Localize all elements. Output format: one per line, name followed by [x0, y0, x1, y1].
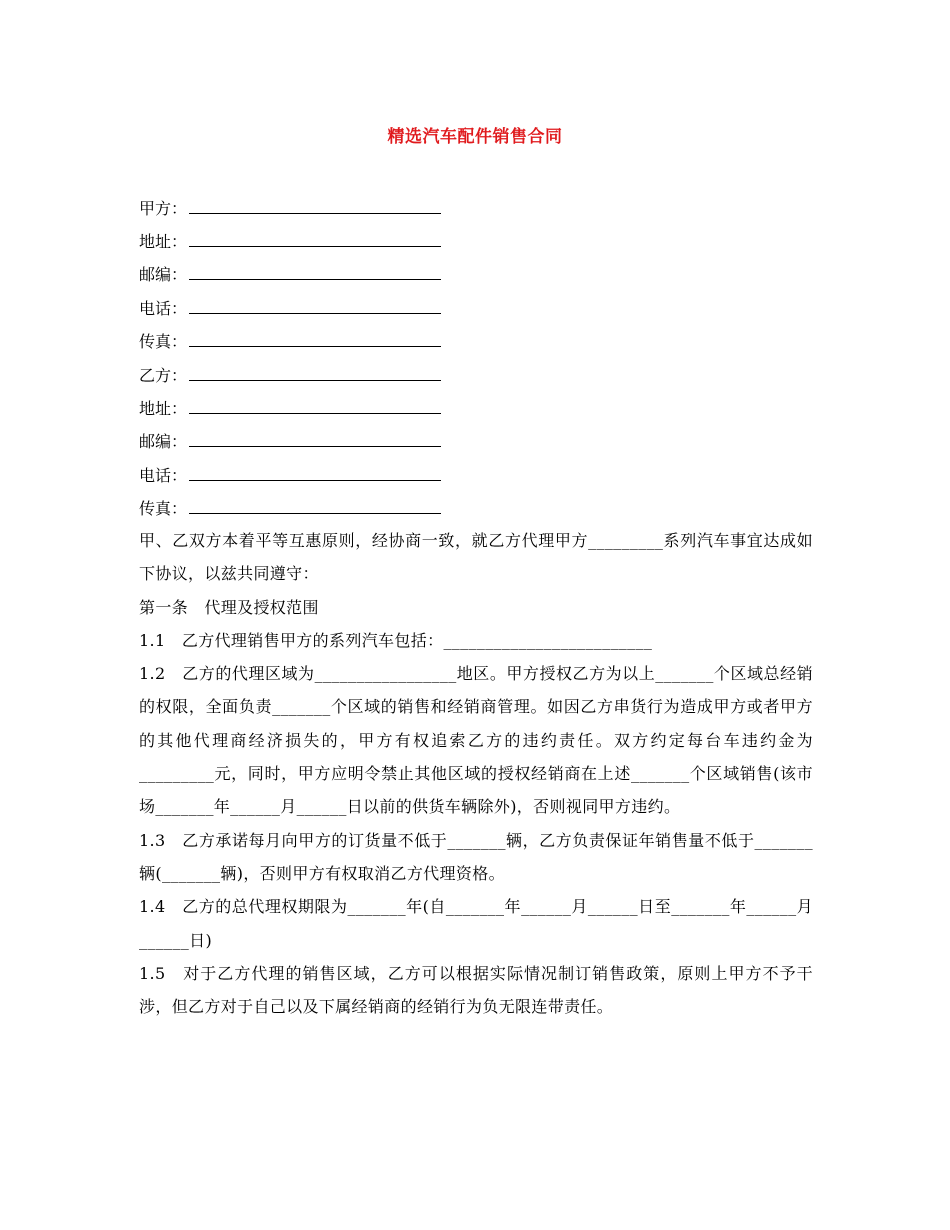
field-label: 甲方：	[139, 199, 188, 218]
field-label: 电话：	[139, 466, 188, 485]
document-title: 精选汽车配件销售合同	[387, 127, 563, 147]
party-a-address-field	[139, 228, 459, 252]
party-a-phone-field	[139, 295, 459, 319]
clause-1-3: 1.3 乙方承诺每月向甲方的订货量不低于_______辆，乙方负责保证年销售量不低于_______辆(_______辆)，否则甲方有权取消乙方代理资格。	[139, 830, 813, 883]
party-b-fax-field	[139, 495, 459, 519]
blank-line	[189, 395, 441, 414]
blank-line	[189, 462, 441, 481]
blank-line	[189, 428, 441, 447]
blank-line	[189, 495, 441, 514]
blank-line	[189, 261, 441, 280]
field-label: 地址：	[139, 399, 188, 418]
field-label: 邮编：	[139, 265, 188, 284]
field-label: 电话：	[139, 299, 188, 318]
clause-1-2: 1.2 乙方的代理区域为_________________地区。甲方授权乙方为以上_______个区域总经销的权限，全面负责_______个区域的销售和经销商管理。如因乙方串货行为造成甲方或者甲方的其他代理商经济损失的，甲方有权追索乙方的违约责任。双方约定每台车违约金为_________元，同时，甲方应明令禁止其他区域的授权经销商在上述_______个区域销售(该市场_______年______月______日以前的供货车辆除外)，否则视同甲方违约。	[139, 664, 813, 817]
contract-body	[139, 524, 813, 1023]
preamble-paragraph: 甲、乙双方本着平等互惠原则，经协商一致，就乙方代理甲方_________系列汽车事宜达成如下协议，以兹共同遵守：	[139, 531, 813, 584]
field-label: 邮编：	[139, 432, 188, 451]
field-label: 乙方：	[139, 366, 188, 385]
clause-1-4: 1.4 乙方的总代理权期限为_______年(自_______年______月______日至_______年______月______日)	[139, 897, 813, 950]
field-label: 传真：	[139, 332, 188, 351]
blank-line	[189, 362, 441, 381]
party-b-postcode-field	[139, 428, 459, 452]
article-1-heading: 第一条 代理及授权范围	[139, 597, 319, 617]
blank-line	[189, 195, 441, 214]
party-a-postcode-field	[139, 261, 459, 285]
party-b-field	[139, 362, 459, 386]
party-b-phone-field	[139, 462, 459, 486]
blank-line	[189, 228, 441, 247]
clause-1-5: 1.5 对于乙方代理的销售区域，乙方可以根据实际情况制订销售政策，原则上甲方不予干涉，但乙方对于自己以及下属经销商的经销行为负无限连带责任。	[139, 963, 813, 1017]
clause-1-1: 1.1 乙方代理销售甲方的系列汽车包括：_________________________	[139, 630, 653, 650]
party-b-address-field	[139, 395, 459, 419]
party-a-fax-field	[139, 328, 459, 352]
blank-line	[189, 328, 441, 347]
field-label: 地址：	[139, 232, 188, 251]
field-label: 传真：	[139, 499, 188, 518]
party-a-field	[139, 195, 459, 219]
blank-line	[189, 295, 441, 314]
